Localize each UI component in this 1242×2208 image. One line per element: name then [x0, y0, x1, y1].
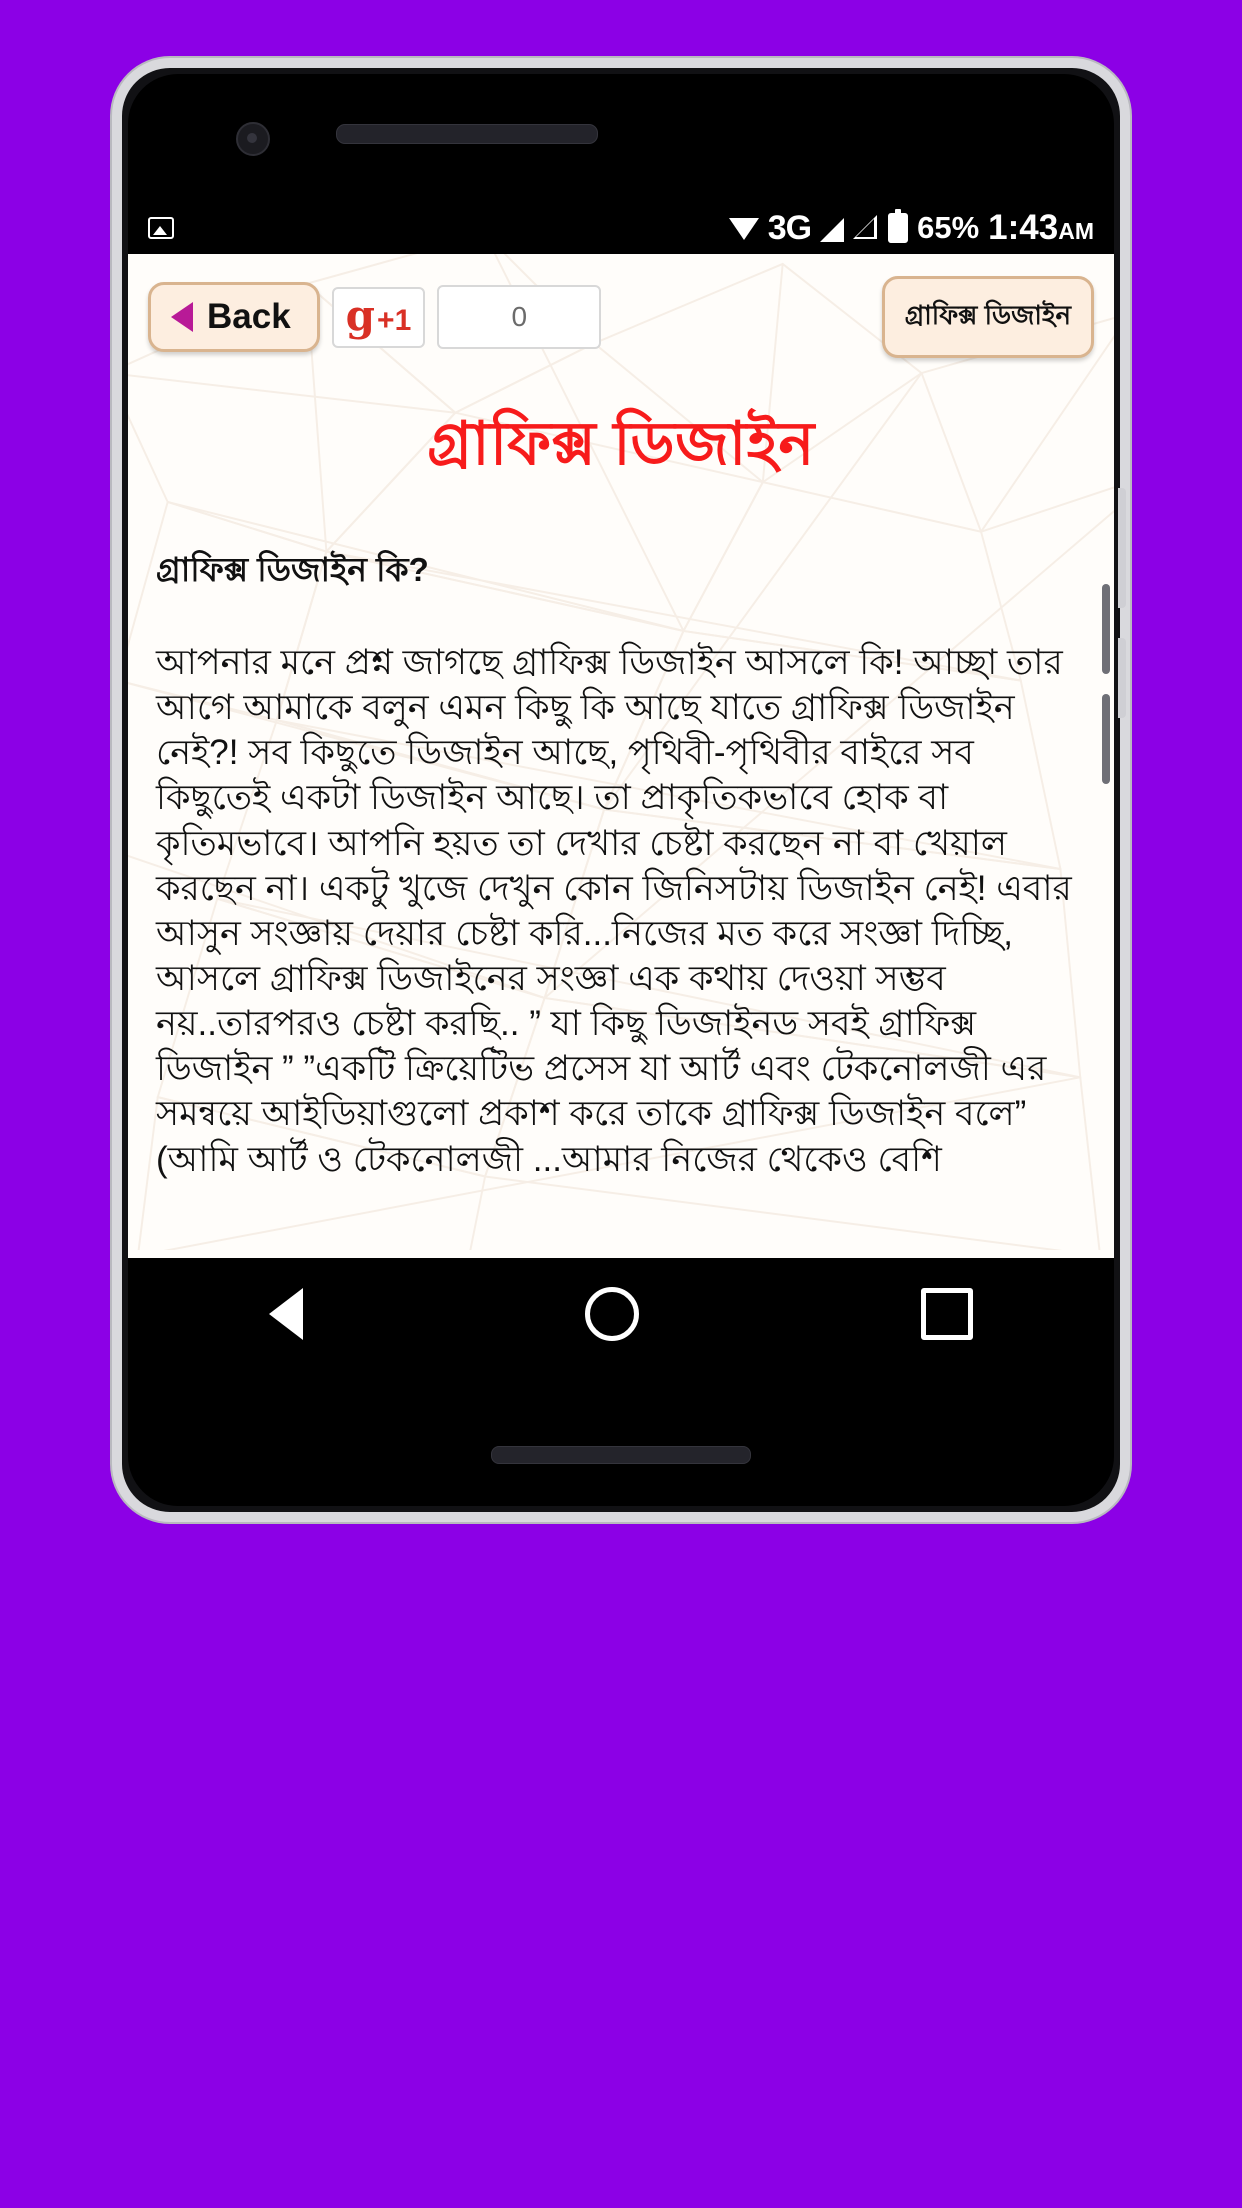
clock-label — [988, 208, 1094, 248]
network-type-label: 3G — [767, 208, 812, 247]
nav-back-triangle-icon[interactable] — [269, 1288, 303, 1340]
category-button[interactable]: গ্রাফিক্স ডিজাইন — [882, 276, 1094, 358]
bottom-speaker-grill — [491, 1446, 751, 1464]
article — [128, 364, 1114, 1182]
clock-time: 1:43 — [988, 208, 1059, 247]
page-title: গ্রাফিক্স ডিজাইন — [427, 410, 815, 477]
top-toolbar — [128, 254, 1114, 364]
signal-bars-empty-icon — [853, 215, 879, 241]
content-area — [128, 254, 1114, 1258]
phone-screen-area — [128, 74, 1114, 1506]
phone-frame — [112, 58, 1130, 1522]
front-camera-icon — [236, 122, 270, 156]
status-bar — [128, 202, 1114, 254]
scroll-indicator-1[interactable] — [1102, 584, 1110, 674]
google-plus-count: 0 — [437, 285, 601, 349]
battery-icon — [888, 213, 908, 243]
back-button-label: Back — [207, 297, 291, 336]
article-subtitle: গ্রাফিক্স ডিজাইন কি? — [156, 551, 429, 588]
image-notification-icon — [148, 217, 174, 239]
google-plus-one-button[interactable] — [332, 287, 426, 348]
google-plus-one-label: +1 — [377, 303, 412, 337]
back-button[interactable] — [148, 282, 320, 352]
article-body: আপনার মনে প্রশ্ন জাগছে গ্রাফিক্স ডিজাইন আসলে কি! আচ্ছা তার আগে আমাকে বলুন এমন কিছু কি আছে যাতে গ্রাফিক্স ডিজাইন নেই?! সব কিছুতে ডিজাইন আছে, পৃথিবী-পৃথিবীর বাইরে সব কিছুতেই একটা ডিজাইন আছে। তা প্রাকৃতিকভাবে হোক বা কৃতিমভাবে। আপনি হয়ত তা দেখার চেষ্টা করছেন না বা খেয়াল করছেন না। একটু খুজে দেখুন কোন জিনিসটায় ডিজাইন নেই! এবার আসুন সংজ্ঞায় দেয়ার চেষ্টা করি...নিজের মত করে সংজ্ঞা দিচ্ছি, আসলে গ্রাফিক্স ডিজাইনের সংজ্ঞা এক কথায় দেওয়া সম্ভব নয়..তারপরও চেষ্টা করছি.. ” যা কিছু ডিজাইনড সবই গ্রাফিক্স ডিজাইন ” ”একটি ক্রিয়েটিভ প্রসেস যা আর্ট এবং টেকনোলজী এর সমন্বয়ে আইডিয়াগুলো প্রকাশ করে তাকে গ্রাফিক্স ডিজাইন বলে” (আমি আর্ট ও টেকনোলজী ...আমার নিজের থেকেও বেশি — [156, 643, 1072, 1179]
signal-bars-filled-icon — [820, 218, 844, 242]
nav-home-circle-icon[interactable] — [585, 1287, 639, 1341]
android-nav-bar — [128, 1258, 1114, 1370]
wifi-icon — [729, 218, 759, 240]
nav-recents-square-icon[interactable] — [921, 1288, 973, 1340]
power-button[interactable] — [1118, 638, 1126, 718]
volume-button[interactable] — [1118, 488, 1126, 608]
triangle-left-icon — [171, 302, 193, 332]
app-screen — [128, 202, 1114, 1258]
google-plus-g-icon: g — [345, 290, 376, 340]
battery-percent-label: 65% — [917, 210, 980, 245]
clock-ampm: AM — [1058, 218, 1094, 244]
earpiece-speaker — [336, 124, 598, 144]
scroll-indicator-2[interactable] — [1102, 694, 1110, 784]
